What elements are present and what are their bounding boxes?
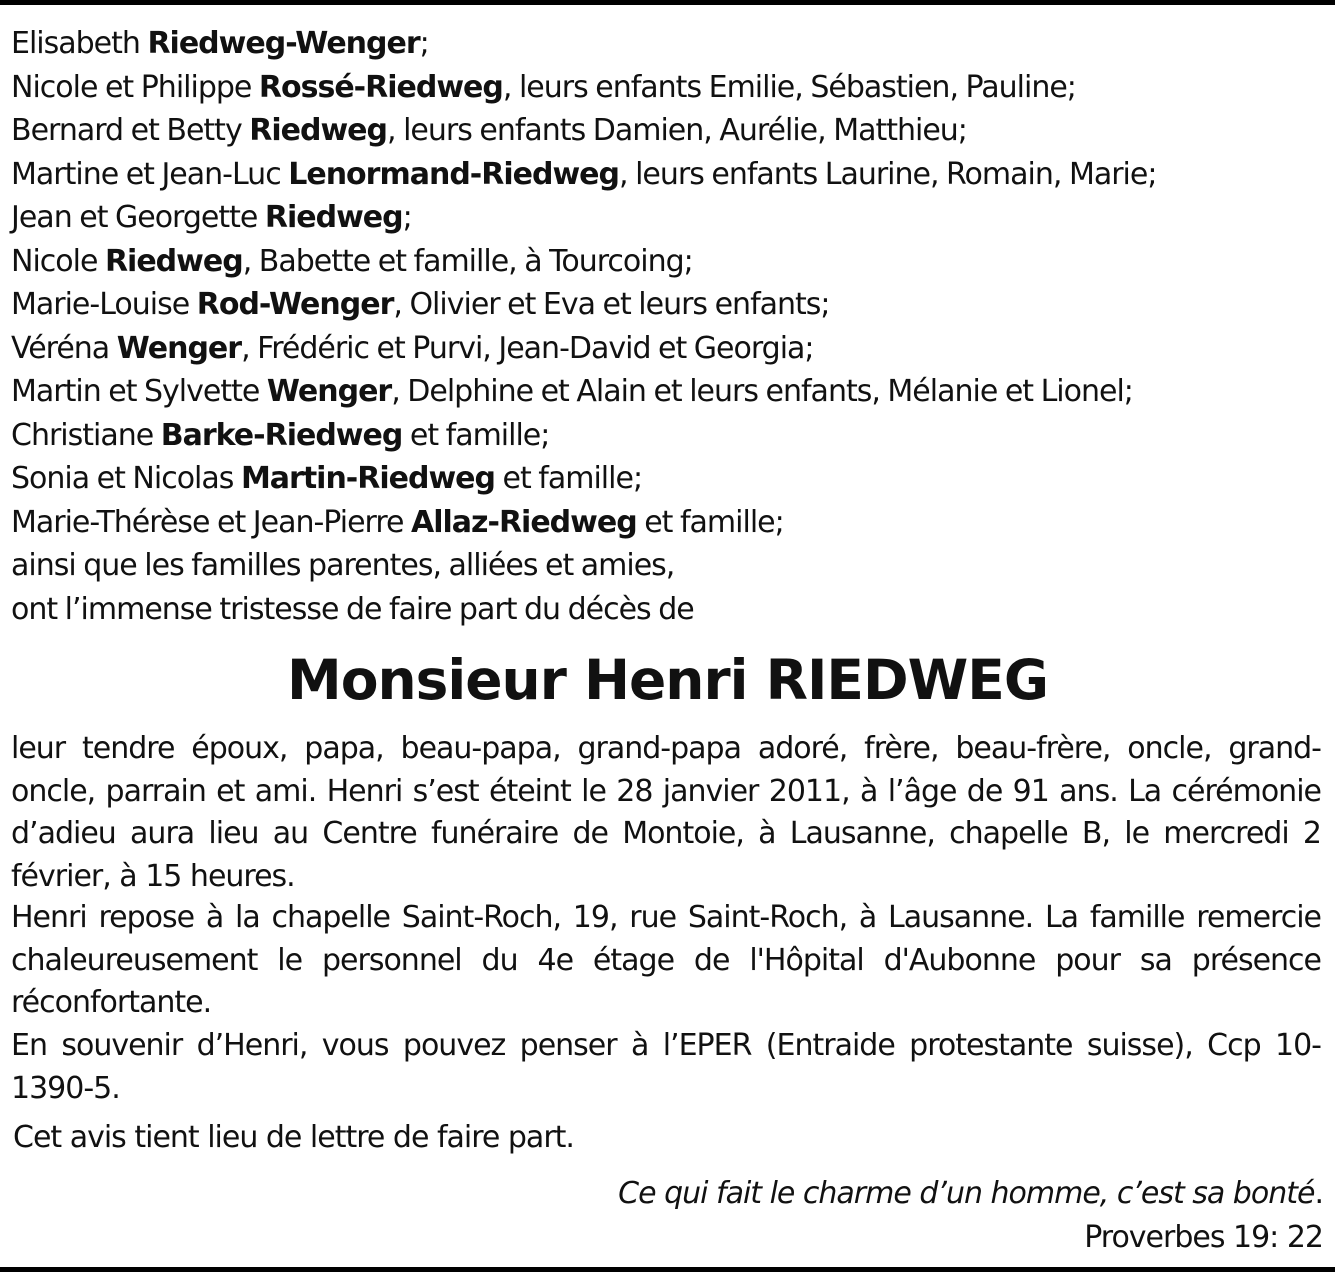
family-line: Jean et Georgette Riedweg;: [11, 200, 412, 235]
family-surname: Riedweg-Wenger: [147, 26, 420, 61]
family-surname: Riedweg: [264, 200, 403, 235]
proverb-text: Ce qui fait le charme d’un homme, c’est sa bonté: [618, 1176, 1315, 1211]
family-surname: Rod-Wenger: [196, 287, 394, 322]
deceased-name: Monsieur Henri RIEDWEG: [286, 648, 1049, 712]
proverb-end: .: [1314, 1176, 1323, 1211]
relatives-line: ainsi que les familles parentes, alliées et amies,: [11, 548, 675, 583]
family-surname: Riedweg: [249, 113, 387, 148]
family-surname: Lenormand-Riedweg: [288, 156, 619, 192]
family-surname: Wenger: [116, 330, 242, 366]
family-line: Marie-Louise Rod-Wenger, Olivier et Eva et leurs enfants;: [11, 287, 830, 322]
family-line: Marie-Thérèse et Jean-Pierre Allaz-Riedweg et famille;: [11, 504, 784, 540]
family-surname: Allaz-Riedweg: [411, 504, 637, 540]
closing-note: Cet avis tient lieu de lettre de faire part.: [13, 1120, 574, 1155]
family-surname: Barke-Riedweg: [160, 417, 403, 453]
family-line: Nicole Riedweg, Babette et famille, à Tourcoing;: [11, 243, 693, 279]
family-surname: Martin-Riedweg: [240, 461, 496, 496]
family-line: Sonia et Nicolas Martin-Riedweg et famille;: [11, 461, 643, 496]
family-line: Bernard et Betty Riedweg, leurs enfants Damien, Aurélie, Matthieu;: [11, 113, 967, 148]
proverb-reference: Proverbes 19: 22: [1084, 1220, 1323, 1255]
donation-paragraph: En souvenir d’Henri, vous pouvez penser à l’EPER (Entraide protestante suisse), Ccp 10-1390-5.: [11, 1028, 1321, 1106]
proverb-quote: [618, 1173, 1323, 1215]
tribute-paragraph: leur tendre époux, papa, beau-papa, grand-papa adoré, frère, beau-frère, oncle, grand-oncle, parrain et ami. Henri s’est éteint le 28 janvier 2011, à l’âge de 91 ans. La cérémonie d’adieu aura lieu au Centre funéraire de Montoie, à Lausanne, chapelle B, le mercredi 2 février, à 15 heures.: [11, 731, 1321, 894]
rest-paragraph: Henri repose à la chapelle Saint-Roch, 19, rue Saint-Roch, à Lausanne. La famille remercie chaleureusement le personnel du 4e étage de l'Hôpital d'Aubonne pour sa présence réconfortante.: [11, 900, 1321, 1020]
family-surname: Wenger: [266, 374, 392, 409]
family-surname: Riedweg: [104, 243, 243, 279]
announcement-line: ont l’immense tristesse de faire part du décès de: [11, 591, 694, 627]
family-line: Martine et Jean-Luc Lenormand-Riedweg, leurs enfants Laurine, Romain, Marie;: [11, 156, 1157, 192]
family-line: Elisabeth Riedweg-Wenger;: [11, 26, 429, 61]
family-surname: Rossé-Riedweg: [258, 69, 503, 105]
family-list: [11, 22, 1321, 631]
family-line: Véréna Wenger, Frédéric et Purvi, Jean-David et Georgia;: [11, 330, 814, 366]
family-line: Martin et Sylvette Wenger, Delphine et Alain et leurs enfants, Mélanie et Lionel;: [11, 374, 1133, 409]
family-line: Nicole et Philippe Rossé-Riedweg, leurs enfants Emilie, Sébastien, Pauline;: [11, 69, 1076, 105]
family-line: Christiane Barke-Riedweg et famille;: [11, 417, 550, 453]
